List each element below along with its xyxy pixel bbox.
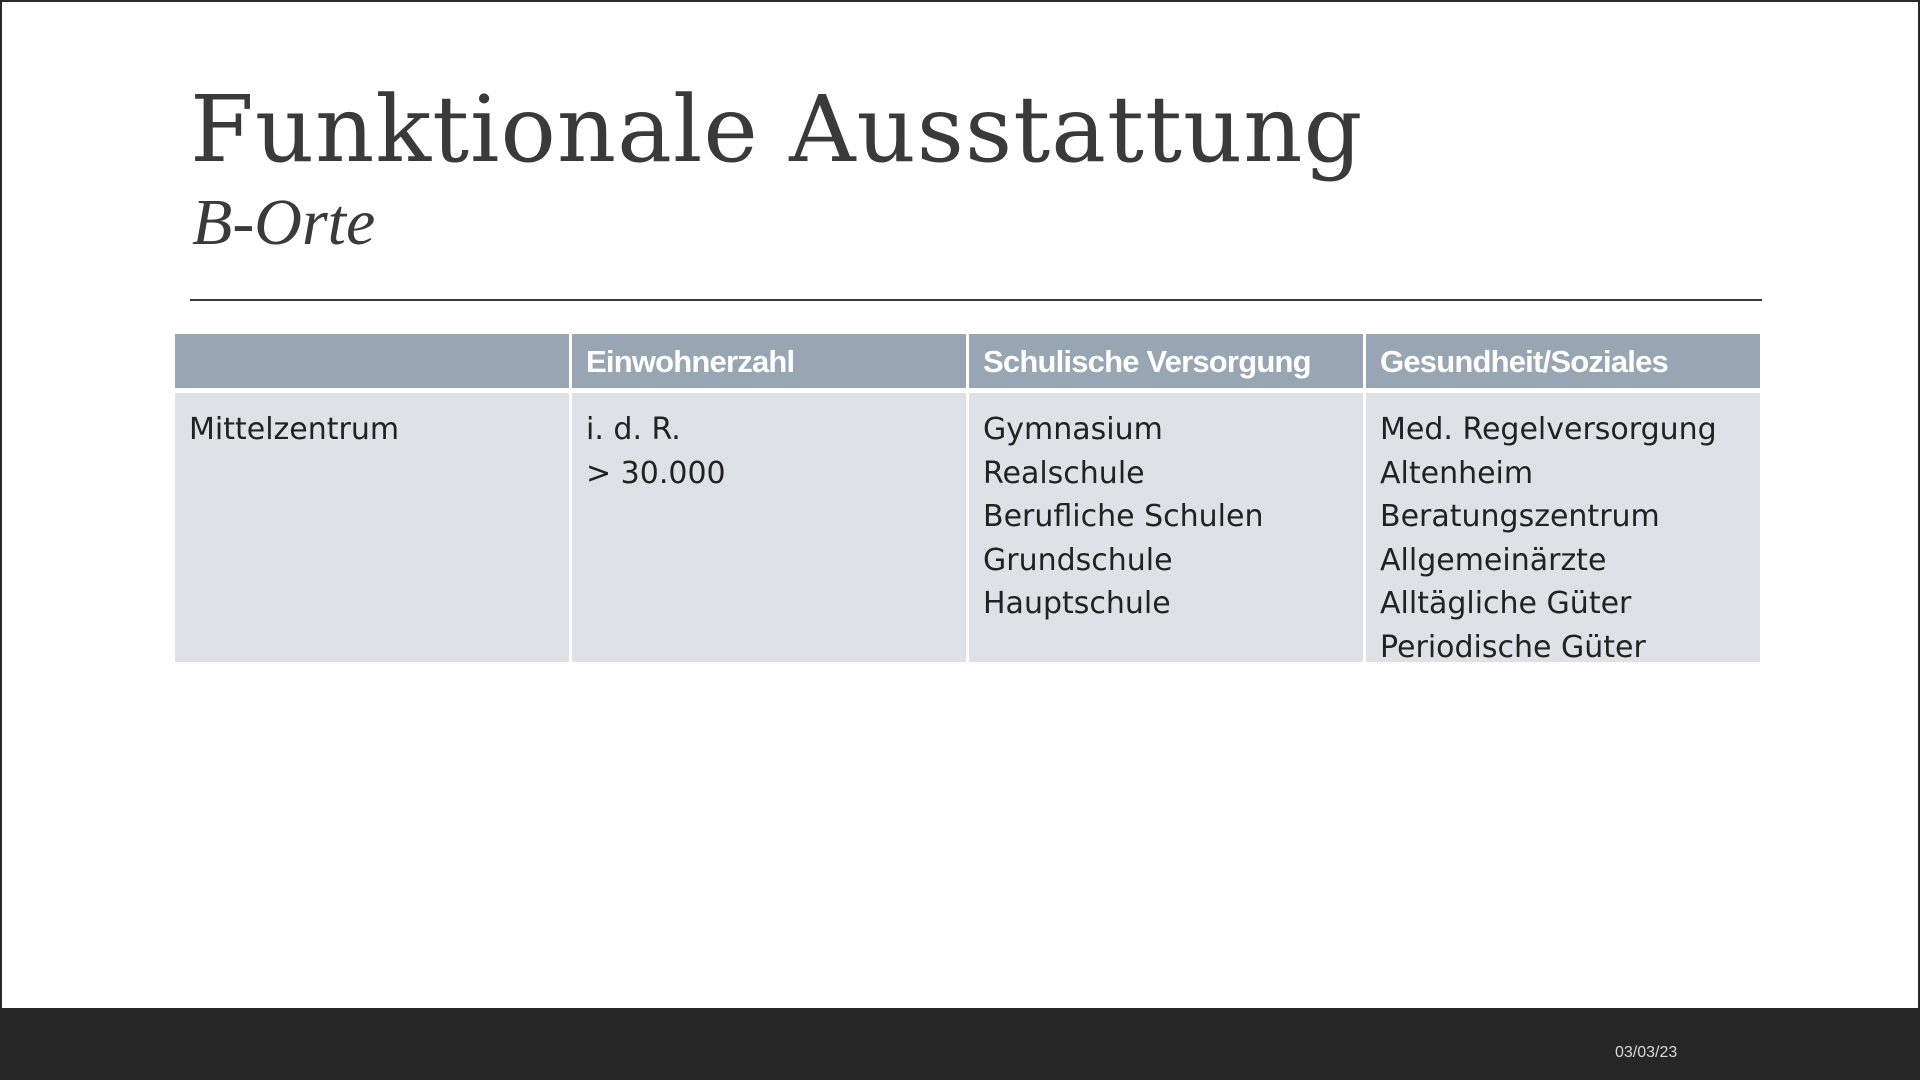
central-places-table bbox=[175, 334, 1759, 662]
list-item: Hauptschule bbox=[983, 586, 1171, 621]
footer-bar bbox=[0, 1008, 1920, 1080]
list-item: i. d. R. bbox=[586, 412, 681, 447]
list-item: > 30.000 bbox=[586, 455, 726, 491]
slide-title: Funktionale Ausstattung bbox=[190, 76, 1364, 183]
slide-subtitle: B-Orte bbox=[192, 186, 376, 259]
list-item: Grundschule bbox=[983, 542, 1173, 578]
list-item: Berufliche Schulen bbox=[983, 499, 1264, 534]
list-item: Allgemeinärzte bbox=[1380, 542, 1607, 578]
list-item: Beratungszentrum bbox=[1380, 499, 1660, 534]
table-cell-einwohnerzahl bbox=[572, 393, 966, 662]
list-item: Altenheim bbox=[1380, 455, 1534, 491]
footer-date: 03/03/23 bbox=[1615, 1044, 1678, 1061]
table-header-schulische-versorgung: Schulische Versorgung bbox=[969, 334, 1363, 388]
table-cell-label bbox=[175, 393, 569, 662]
list-item: Med. Regelversorgung bbox=[1380, 412, 1717, 447]
table-cell-gesundheit-soziales bbox=[1366, 393, 1760, 662]
table-cell-schulische-versorgung bbox=[969, 393, 1363, 662]
title-divider bbox=[190, 299, 1762, 301]
table-header-empty bbox=[175, 334, 569, 388]
table-header-einwohnerzahl: Einwohnerzahl bbox=[572, 334, 966, 388]
table-header-gesundheit-soziales: Gesundheit/Soziales bbox=[1366, 334, 1760, 388]
list-item: Periodische Güter bbox=[1380, 629, 1646, 662]
row-label: Mittelzentrum bbox=[189, 412, 400, 447]
list-item: Alltägliche Güter bbox=[1380, 586, 1632, 621]
list-item: Gymnasium bbox=[983, 412, 1163, 447]
list-item: Realschule bbox=[983, 455, 1145, 491]
